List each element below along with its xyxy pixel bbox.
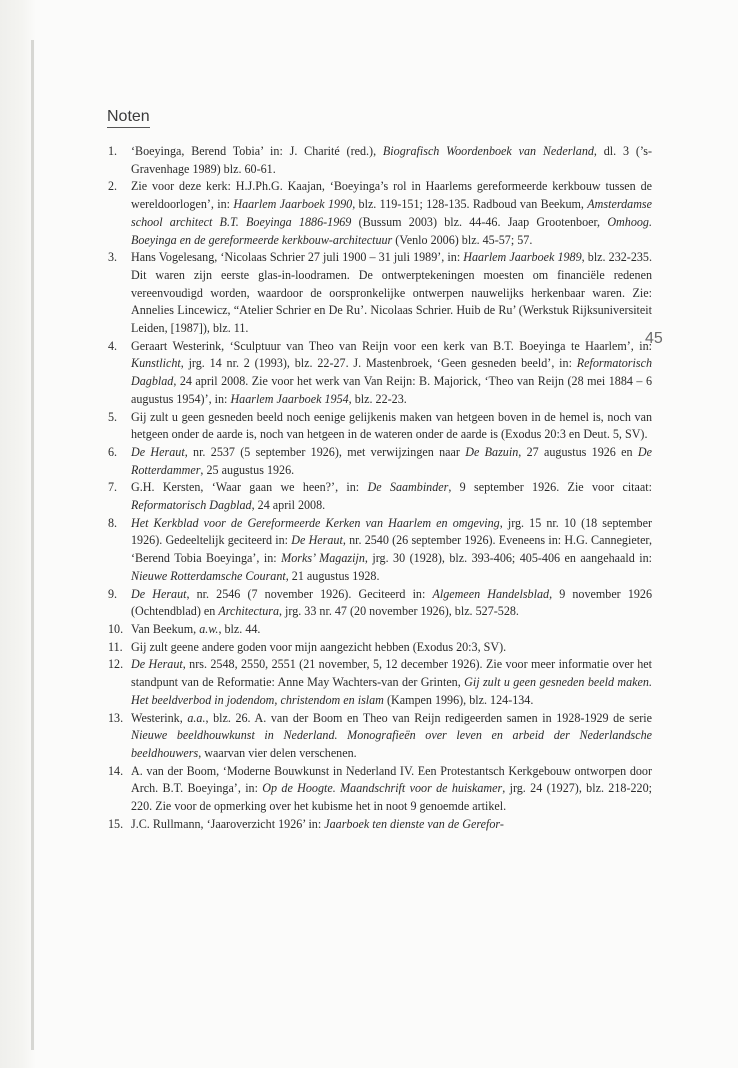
footnote-text: , waarvan vier delen verschenen. — [198, 745, 357, 760]
footnote-title-italic: Amsterdamse school architect B.T. Boeyinga 1886-1969 — [131, 197, 652, 229]
footnote-title-italic: De Heraut — [131, 586, 187, 601]
footnote-title-italic: Morks’ Magazijn — [281, 551, 365, 566]
footnote-title-italic: Reformatorisch Dagblad — [131, 356, 652, 389]
footnote-number: 12. — [108, 657, 124, 672]
footnote-title-italic: De Heraut — [131, 657, 183, 672]
footnote-text: ‘Boeyinga, Berend Tobia’ in: J. Charité (red.), — [131, 144, 383, 158]
footnote-12 — [108, 656, 652, 709]
footnote-title-italic: Haarlem Jaarboek 1989 — [463, 250, 582, 265]
footnote-title-italic: Kunstlicht — [131, 356, 181, 371]
footnote-text: , jrg. 33 nr. 47 (20 november 1926), blz. 527-528. — [279, 604, 519, 619]
footnote-text: , nr. 2546 (7 november 1926). Geciteerd in: — [186, 586, 433, 601]
footnote-text: Hans Vogelesang, ‘Nicolaas Schrier 27 juli 1900 – 31 juli 1989’, in: — [131, 250, 464, 265]
footnote-title-italic: Reformatorisch Dagblad — [131, 498, 252, 513]
footnote-text: , 24 april 2008. Zie voor het werk van Van Reijn: B. Majorick, ‘Theo van Reijn (28 mei 1884 – 6 augustus 1954)’, in: — [131, 374, 652, 406]
footnote-11 — [108, 639, 652, 657]
footnote-5 — [108, 409, 652, 444]
footnote-text: , blz. 119-151; 128-135. Radboud van Beekum, — [352, 197, 588, 212]
page-number: 45 — [645, 330, 663, 347]
footnote-number: 6. — [108, 444, 118, 459]
footnote-13 — [108, 710, 652, 763]
footnote-text: Zie voor deze kerk: H.J.Ph.G. Kaajan, ‘Boeyinga’s rol in Haarlems gereformeerde kerkbouw tussen de wereldoorlogen’, in: — [131, 179, 652, 212]
footnote-text: (Bussum 2003) blz. 44-46. Jaap Grootenboer, — [351, 214, 608, 229]
footnote-title-italic: Biografisch Woordenboek van Nederland — [382, 144, 594, 158]
footnote-number: 1. — [108, 144, 118, 158]
footnote-number: 8. — [108, 515, 118, 530]
footnote-text: G.H. Kersten, ‘Waar gaan we heen?’, in: — [131, 480, 368, 495]
gutter-line — [31, 40, 34, 1050]
footnote-text: , 24 april 2008. — [251, 498, 326, 513]
footnote-number: 2. — [108, 179, 118, 194]
footnote-text: , 27 augustus 1926 en — [518, 444, 638, 459]
footnote-number: 13. — [108, 710, 124, 725]
footnote-text: (Venlo 2006) blz. 45-57; 57. — [392, 232, 533, 247]
footnote-number: 11. — [108, 639, 123, 654]
footnote-text: (Kampen 1996), blz. 124-134. — [383, 692, 534, 707]
footnote-text: , jrg. 15 nr. 10 (18 september 1926). Gedeeltelijk geciteerd in: — [131, 515, 652, 548]
footnote-text: , nr. 2537 (5 september 1926), met verwijzingen naar — [184, 444, 466, 459]
footnote-number: 3. — [108, 250, 118, 265]
footnote-number: 9. — [108, 586, 118, 601]
footnote-number: 4. — [108, 338, 118, 353]
footnote-title-italic: De Heraut — [291, 533, 343, 548]
footnote-9 — [108, 586, 652, 621]
footnote-2 — [108, 178, 652, 249]
footnote-title-italic: De Heraut — [131, 444, 185, 459]
footnote-title-italic: Het Kerkblad voor de Gereformeerde Kerken van Haarlem en omgeving — [131, 515, 500, 530]
footnote-7 — [108, 479, 652, 514]
footnote-title-italic: Nieuwe Rotterdamsche Courant — [131, 568, 286, 583]
footnote-text: , jrg. 30 (1928), blz. 393-406; 405-406 en aangehaald in: — [364, 551, 652, 566]
footnote-text: J.C. Rullmann, ‘Jaaroverzicht 1926’ in: — [131, 816, 325, 831]
footnote-title-italic: Algemeen Handelsblad — [432, 586, 550, 601]
footnote-title-italic: Architectura — [218, 604, 279, 619]
footnote-text: , blz. 22-23. — [348, 391, 407, 406]
notes-list — [108, 143, 652, 833]
footnote-number: 10. — [108, 621, 124, 636]
footnote-title-italic: Jaarboek ten dienste van de Gerefor- — [324, 816, 504, 831]
footnote-title-italic: Nieuwe beeldhouwkunst in Nederland. Monografieën over leven en arbeid der Nederlandsche beeldhouwers — [131, 728, 652, 760]
footnote-4 — [108, 338, 652, 409]
footnote-number: 15. — [108, 816, 124, 831]
footnote-title-italic: De Bazuin — [465, 444, 519, 459]
footnote-title-italic: De Rotterdammer — [131, 444, 652, 477]
footnote-text: , jrg. 24 (1927), blz. 218-220; 220. Zie voor de opmerking over het kubisme het in noot 9 genoemde artikel. — [131, 781, 652, 814]
footnote-text: Gij zult u geen gesneden beeld noch eenige gelijkenis maken van hetgeen boven in de hemel is, noch van hetgeen onder de aarde is, noch van hetgeen in de wateren onder de aarde is (Exodus 20:3 en Deut. 5, SV). — [131, 409, 652, 442]
footnote-title-italic: a.w. — [199, 621, 219, 636]
footnote-text: , dl. 3 (’s-Gravenhage 1989) blz. 60-61. — [131, 144, 652, 176]
footnote-title-italic: Gij zult u geen gesneden beeld maken. Het beeldverbod in jodendom, christendom en islam — [131, 675, 652, 707]
footnote-1 — [108, 143, 652, 178]
footnote-text: , jrg. 14 nr. 2 (1993), blz. 22-27. J. Mastenbroek, ‘Geen gesneden beeld’, in: — [180, 356, 577, 371]
footnote-text: Geraart Westerink, ‘Sculptuur van Theo van Reijn voor een kerk van B.T. Boeyinga te Haarlem’, in: — [131, 338, 652, 353]
footnote-text: , blz. 26. A. van der Boom en Theo van Reijn redigeerden samen in 1928-1929 de serie — [205, 710, 652, 725]
footnote-text: , nr. 2540 (26 september 1926). Eveneens in: H.G. Cannegieter, ‘Berend Tobia Boeyinga’, in: — [131, 533, 653, 566]
footnote-text: A. van der Boom, ‘Moderne Bouwkunst in Nederland IV. Een Protestantsch Kerkgebouw ontworpen door Arch. B.T. Boeyinga’, in: — [131, 763, 652, 796]
footnote-text: , 21 augustus 1928. — [285, 568, 380, 583]
footnote-text: , blz. 44. — [218, 621, 261, 636]
footnote-15 — [108, 816, 652, 834]
footnote-text: Westerink, — [131, 710, 188, 725]
footnote-6 — [108, 444, 652, 479]
footnote-title-italic: De Saambinder — [367, 480, 449, 495]
footnote-number: 14. — [108, 763, 124, 778]
footnote-text: , 9 november 1926 (Ochtendblad) en — [131, 586, 653, 619]
footnote-title-italic: Op de Hoogte. Maandschrift voor de huiskamer — [262, 781, 503, 796]
footnote-10 — [108, 621, 652, 639]
footnote-text: Van Beekum, — [131, 621, 200, 636]
footnote-title-italic: Haarlem Jaarboek 1990 — [233, 197, 353, 212]
footnote-14 — [108, 763, 652, 816]
footnote-title-italic: Haarlem Jaarboek 1954 — [230, 391, 349, 406]
footnote-text: , 9 september 1926. Zie voor citaat: — [448, 480, 652, 495]
section-heading: Noten — [107, 108, 150, 128]
footnote-3 — [108, 249, 652, 338]
footnote-number: 7. — [108, 480, 118, 495]
footnote-text: Gij zult geene andere goden voor mijn aangezicht hebben (Exodus 20:3, SV). — [131, 639, 507, 654]
footnote-title-italic: a.a. — [187, 710, 206, 725]
footnote-title-italic: Omhoog. Boeyinga en de gereformeerde kerkbouw-architectuur — [131, 214, 652, 247]
footnote-text: , blz. 232-235. Dit waren zijn eerste glas-in-loodramen. De ontwerptekeningen moesten om financiële redenen vereenvoudigd worden, waardoor de oorspronkelijke ontwerpen nauwelijks herkenbaar waren. Zie: Annelies Lincewicz, “Atelier Schrier en De Ru’. Nicolaas Schrier. Huib de Ru’ (Werkstuk Rijksuniversiteit Leiden, [1987]), blz. 11. — [131, 250, 652, 336]
footnote-text: , 25 augustus 1926. — [200, 462, 295, 477]
footnote-8 — [108, 515, 652, 586]
footnote-text: , nrs. 2548, 2550, 2551 (21 november, 5, 12 december 1926). Zie voor meer informatie over het standpunt van de Reformatie: Anne May Wachters-van der Grinten, — [131, 657, 652, 690]
footnote-number: 5. — [108, 409, 118, 424]
